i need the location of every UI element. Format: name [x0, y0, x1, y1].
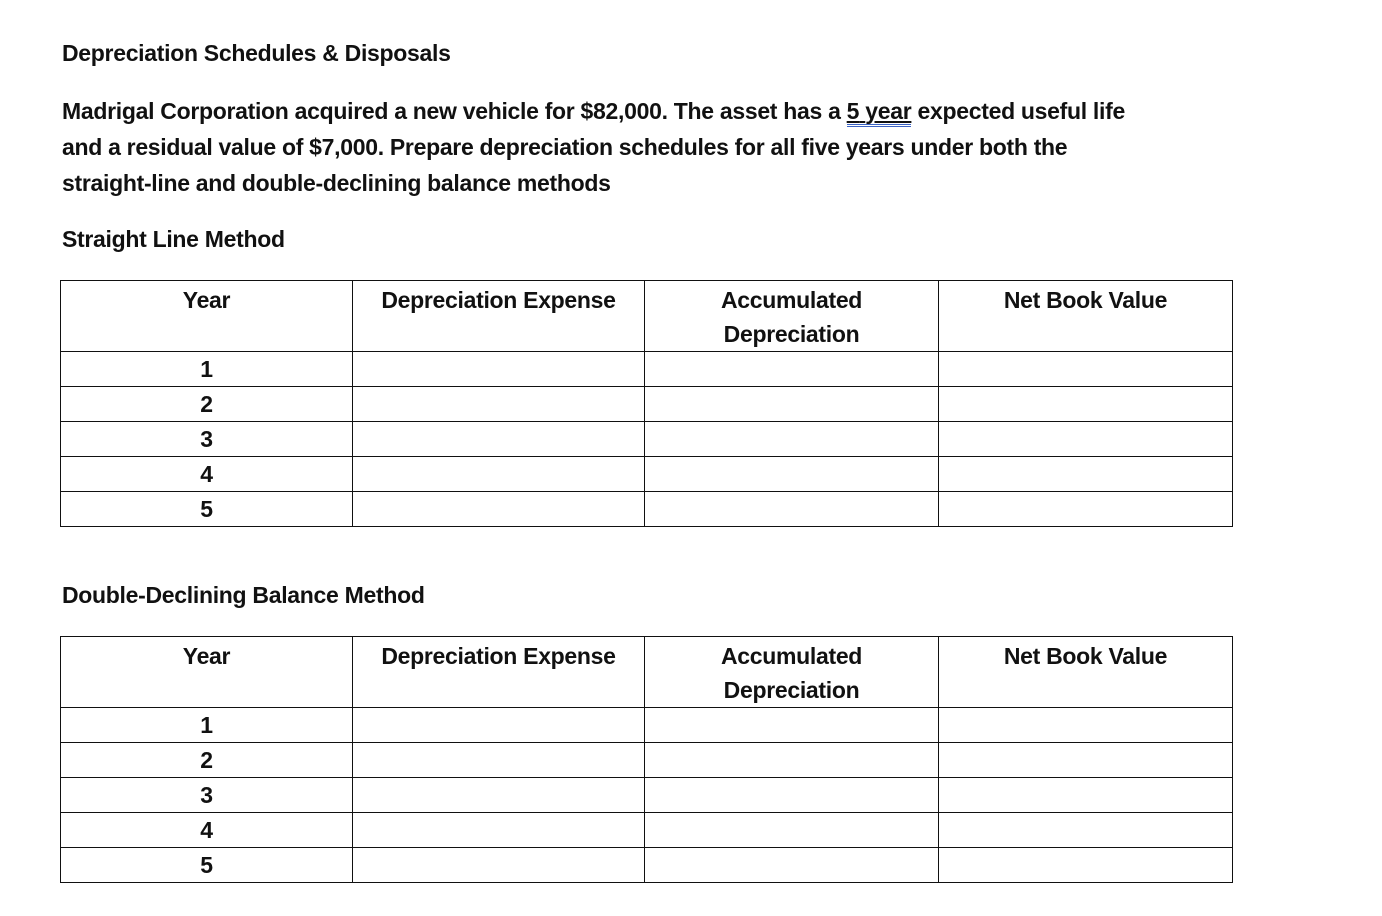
double-declining-table	[60, 636, 1233, 883]
column-header-depreciation-expense: Depreciation Expense	[353, 637, 645, 708]
table-row	[61, 492, 1233, 527]
table-row	[61, 778, 1233, 813]
year-cell: 1	[61, 352, 353, 387]
year-cell: 2	[61, 743, 353, 778]
net-book-value-cell[interactable]	[939, 778, 1233, 813]
depreciation-expense-cell[interactable]	[353, 778, 645, 813]
net-book-value-cell[interactable]	[939, 387, 1233, 422]
accumulated-depreciation-cell[interactable]	[645, 743, 939, 778]
year-cell: 5	[61, 848, 353, 883]
straight-line-heading: Straight Line Method	[62, 226, 285, 252]
column-header-accumulated-depreciation: Accumulated Depreciation	[645, 281, 939, 352]
depreciation-expense-cell[interactable]	[353, 387, 645, 422]
useful-life-underlined	[847, 98, 912, 127]
accumulated-depreciation-cell[interactable]	[645, 422, 939, 457]
column-header-year: Year	[61, 637, 353, 708]
problem-line-3: straight-line and double-declining balance methods	[62, 170, 611, 196]
problem-statement	[62, 93, 1282, 201]
net-book-value-cell[interactable]	[939, 708, 1233, 743]
depreciation-expense-cell[interactable]	[353, 422, 645, 457]
depreciation-expense-cell[interactable]	[353, 352, 645, 387]
table-row	[61, 422, 1233, 457]
accumulated-depreciation-cell[interactable]	[645, 352, 939, 387]
table-row	[61, 352, 1233, 387]
table-header-row	[61, 281, 1233, 352]
accumulated-depreciation-cell[interactable]	[645, 492, 939, 527]
table-row	[61, 387, 1233, 422]
column-header-net-book-value: Net Book Value	[939, 637, 1233, 708]
depreciation-expense-cell[interactable]	[353, 708, 645, 743]
net-book-value-cell[interactable]	[939, 422, 1233, 457]
year-cell: 4	[61, 457, 353, 492]
page-title: Depreciation Schedules & Disposals	[62, 40, 451, 66]
accumulated-depreciation-cell[interactable]	[645, 778, 939, 813]
year-cell: 5	[61, 492, 353, 527]
net-book-value-cell[interactable]	[939, 457, 1233, 492]
accumulated-depreciation-cell[interactable]	[645, 848, 939, 883]
depreciation-expense-cell[interactable]	[353, 813, 645, 848]
net-book-value-cell[interactable]	[939, 492, 1233, 527]
useful-life-unit: year	[865, 98, 912, 124]
depreciation-expense-cell[interactable]	[353, 848, 645, 883]
table-header-row	[61, 637, 1233, 708]
accumulated-depreciation-cell[interactable]	[645, 387, 939, 422]
year-cell: 1	[61, 708, 353, 743]
column-header-net-book-value: Net Book Value	[939, 281, 1233, 352]
table-row	[61, 457, 1233, 492]
accumulated-depreciation-cell[interactable]	[645, 457, 939, 492]
problem-line-2: and a residual value of $7,000. Prepare depreciation schedules for all five years under both the	[62, 134, 1068, 160]
year-cell: 3	[61, 778, 353, 813]
year-cell: 3	[61, 422, 353, 457]
column-header-accumulated-depreciation: Accumulated Depreciation	[645, 637, 939, 708]
straight-line-table	[60, 280, 1233, 527]
column-header-depreciation-expense: Depreciation Expense	[353, 281, 645, 352]
problem-line-1-start: Madrigal Corporation acquired a new vehicle for $82,000. The asset has a	[62, 98, 847, 124]
useful-life-number: 5	[846, 98, 860, 124]
depreciation-expense-cell[interactable]	[353, 457, 645, 492]
depreciation-expense-cell[interactable]	[353, 743, 645, 778]
net-book-value-cell[interactable]	[939, 352, 1233, 387]
net-book-value-cell[interactable]	[939, 743, 1233, 778]
problem-line-1	[62, 93, 1282, 129]
net-book-value-cell[interactable]	[939, 848, 1233, 883]
depreciation-expense-cell[interactable]	[353, 492, 645, 527]
accumulated-depreciation-cell[interactable]	[645, 813, 939, 848]
net-book-value-cell[interactable]	[939, 813, 1233, 848]
column-header-year: Year	[61, 281, 353, 352]
year-cell: 4	[61, 813, 353, 848]
table-row	[61, 848, 1233, 883]
table-row	[61, 743, 1233, 778]
table-row	[61, 813, 1233, 848]
accumulated-depreciation-cell[interactable]	[645, 708, 939, 743]
table-row	[61, 708, 1233, 743]
double-declining-heading: Double-Declining Balance Method	[62, 582, 425, 608]
year-cell: 2	[61, 387, 353, 422]
problem-line-1-end: expected useful life	[911, 98, 1125, 124]
